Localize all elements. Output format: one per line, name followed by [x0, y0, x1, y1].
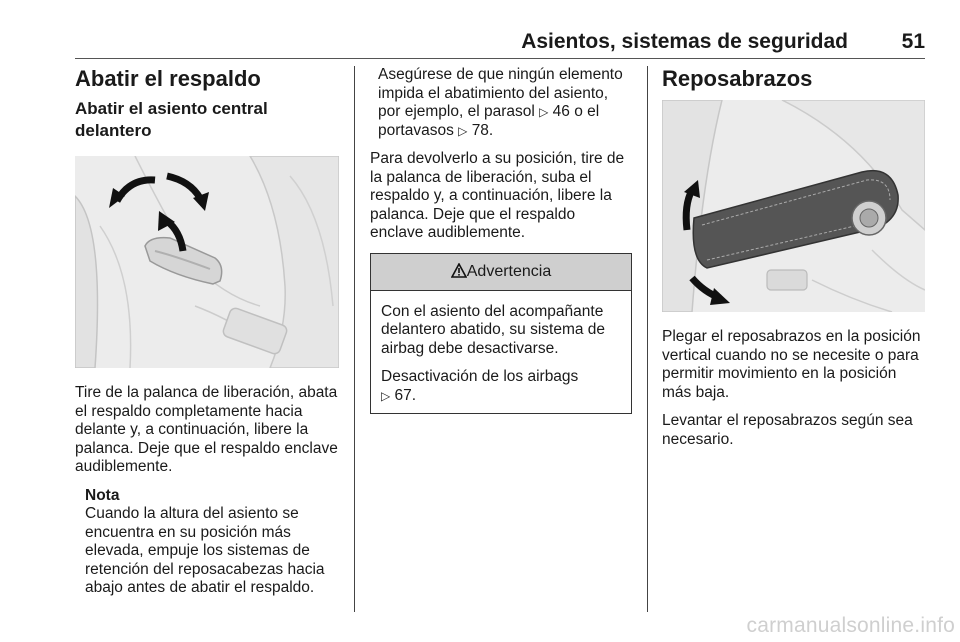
header-rule [75, 58, 925, 59]
warning-text-1: Con el asiento del acompañante delantero abatido, su sistema de airbag debe desactivarse. [381, 302, 606, 357]
left-body-text: Tire de la palanca de liberación, abata el respaldo completamente hacia delante y, a continuación, libere la palanca. Deje que el respaldo enclave audiblemente. [75, 384, 338, 475]
warning-ref: 67. [394, 386, 417, 404]
column-divider-right [647, 66, 648, 612]
middle-para-1-ref-1: 46 [552, 103, 570, 120]
column-divider-left [354, 66, 355, 612]
warning-triangle-icon [451, 263, 467, 278]
header-title: Asientos, sistemas de seguridad [521, 30, 848, 53]
right-column [662, 66, 926, 459]
warning-text-2-label: Desactivación de los airbags [381, 368, 579, 385]
note-title: Nota [85, 486, 120, 504]
middle-para-1-text: Asegúrese de que ningún elemento impida el abatimiento del asiento, por ejemplo, el parasol [378, 66, 623, 120]
reference-arrow-icon: ▷ [381, 388, 391, 403]
note-block [75, 487, 343, 598]
middle-para-2: Para devolverlo a su posición, tire de la palanca de liberación, suba el respaldo y, a continuación, libere la palanca. Deje que el respaldo enclave audiblemente. [370, 150, 625, 241]
warning-text-2 [381, 368, 621, 405]
armrest-para-1: Plegar el reposabrazos en la posición vertical cuando no se necesite o para permitir movimiento en la posición más baja. [662, 328, 921, 401]
section-heading: Abatir el respaldo [75, 66, 261, 91]
left-column [75, 66, 343, 598]
warning-header [371, 254, 631, 291]
armrest-drawing [662, 100, 925, 312]
note-text: Cuando la altura del asiento se encuentra en su posición más elevada, empuje los sistemas de retención del reposacabezas hacia abajo antes de abatir el respaldo. [85, 505, 325, 596]
middle-para-1-mid: o el portavasos [378, 103, 600, 139]
warning-body [371, 291, 631, 414]
armrest-para-2: Levantar el reposabrazos según sea necesario. [662, 412, 913, 448]
seat-folding-illustration [75, 156, 339, 368]
middle-para-1 [370, 66, 632, 140]
armrest-illustration [662, 100, 925, 312]
warning-title: Advertencia [466, 262, 552, 280]
middle-para-1-ref-2: 78. [471, 121, 494, 139]
middle-column [370, 66, 632, 414]
reference-arrow-icon: ▷ [458, 123, 468, 138]
subsection-heading: Abatir el asiento central delantero [75, 99, 268, 140]
warning-box [370, 253, 632, 415]
armrest-heading: Reposabrazos [662, 66, 813, 91]
seat-folding-drawing [75, 156, 339, 368]
page-number: 51 [901, 30, 925, 53]
reference-arrow-icon: ▷ [539, 105, 549, 119]
watermark: carmanualsonline.info [746, 614, 955, 637]
